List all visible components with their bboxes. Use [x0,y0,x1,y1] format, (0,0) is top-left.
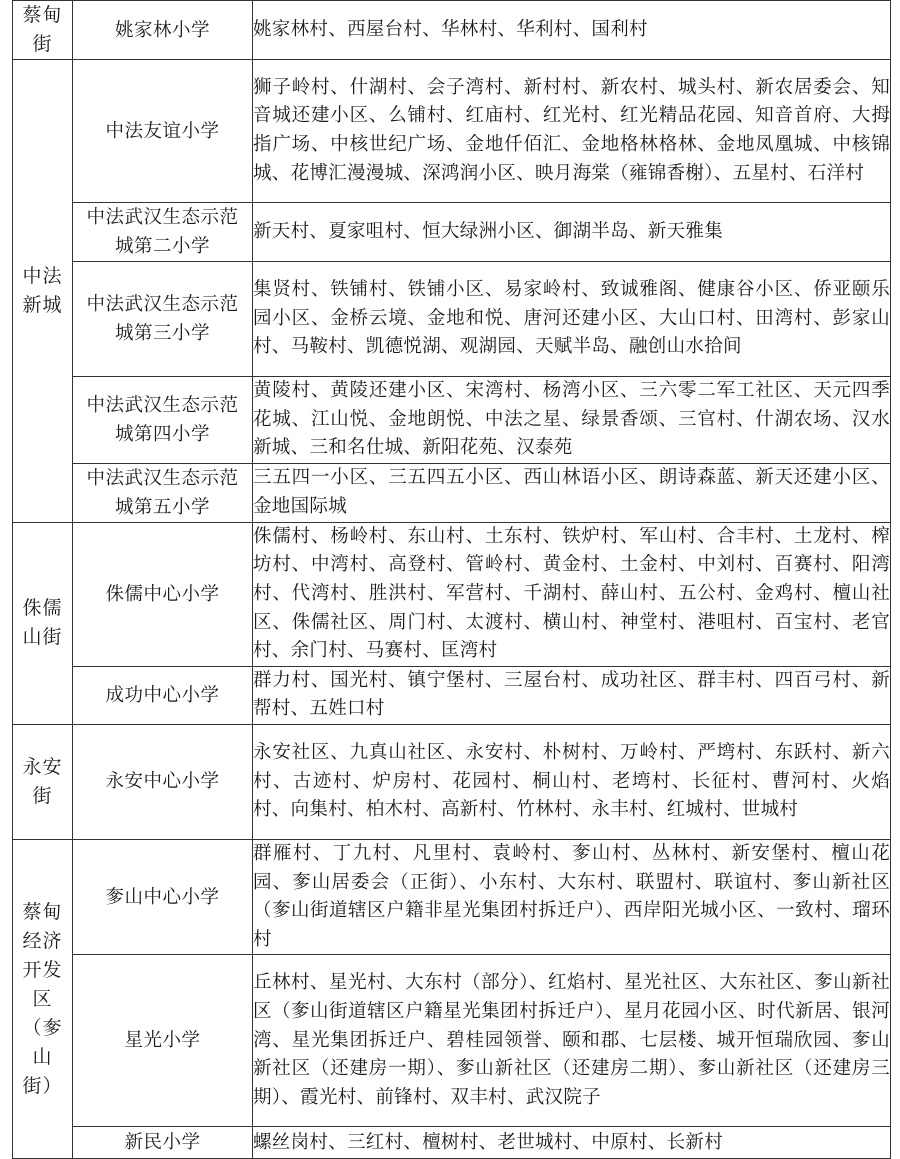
street-name: 永安街 [22,755,63,807]
table-row [13,1127,891,1159]
school-name: 成功中心小学 [105,684,220,706]
area-cell: 姚家林村、西屋台村、华林村、华利村、国利村 [253,1,891,60]
school-name: 新民小学 [124,1132,201,1154]
street-name: 中法新城 [22,264,63,316]
table-row [13,60,891,203]
school-name: 中法武汉生态示范城第三小学 [86,294,239,344]
school-cell [73,377,253,464]
street-name: 蔡甸街 [22,4,63,55]
table-row [13,203,891,262]
area-cell: 群力村、国光村、镇宁堡村、三屋台村、成功社区、群丰村、四百弓村、新帮村、五姓口村 [253,666,891,724]
table-row [13,463,891,522]
school-name: 永安中心小学 [105,771,220,793]
school-cell [73,1127,253,1159]
area-cell: 侏儒村、杨岭村、东山村、土东村、铁炉村、军山村、合丰村、土龙村、榨坊村、中湾村、高登村、管岭村、黄金村、土金村、中刘村、百赛村、阳湾村、代湾村、胜洪村、军营村、千湖村、薛山村、五公村、金鸡村、檀山社区、侏儒社区、周门村、太渡村、横山村、神堂村、港咀村、百宝村、老官村、余门村、马赛村、匡湾村 [253,522,891,666]
school-name: 星光小学 [124,1030,201,1052]
table-row [13,724,891,839]
area-cell: 黄陵村、黄陵还建小区、宋湾村、杨湾小区、三六零二军工社区、天元四季花城、江山悦、金地朗悦、中法之星、绿景香颂、三官村、什湖农场、汉水新城、三和名仕城、新阳花苑、汉泰苑 [253,377,891,464]
table-row [13,377,891,464]
school-cell [73,1,253,60]
school-cell [73,522,253,666]
area-cell: 集贤村、铁铺村、铁铺小区、易家岭村、致诚雅阁、健康谷小区、侨亚颐乐园小区、金桥云境、金地和悦、唐河还建小区、大山口村、田湾村、彭家山村、马鞍村、凯德悦湖、观湖园、天赋半岛、融创山水拾间 [253,262,891,377]
area-cell: 永安社区、九真山社区、永安村、朴树村、万岭村、严塆村、东跃村、新六村、古迹村、炉房村、花园村、桐山村、老塆村、长征村、曹河村、火焰村、向集村、柏木村、高新村、竹林村、永丰村、红城村、世城村 [253,724,891,839]
school-name: 中法武汉生态示范城第五小学 [86,467,239,518]
school-name: 中法武汉生态示范城第二小学 [86,207,239,257]
school-cell [73,724,253,839]
school-cell [73,839,253,954]
table-row [13,955,891,1127]
area-cell: 螺丝岗村、三红村、檀树村、老世城村、中原村、长新村 [253,1127,891,1159]
school-cell [73,60,253,203]
school-cell [73,955,253,1127]
school-district-table [12,0,891,1159]
school-cell [73,463,253,522]
street-cell [13,1,73,60]
table-row [13,1,891,60]
school-cell [73,262,253,377]
table-row [13,839,891,954]
table-row [13,666,891,724]
school-name: 姚家林小学 [114,19,210,41]
school-cell [73,666,253,724]
street-name: 蔡甸经济开发区（奓山街） [22,900,63,1097]
street-cell [13,839,73,1158]
school-cell [73,203,253,262]
street-cell [13,522,73,724]
area-cell: 狮子岭村、什湖村、会子湾村、新村村、新农村、城头村、新农居委会、知音城还建小区、么铺村、红庙村、红光村、红光精品花园、知音首府、大拇指广场、中核世纪广场、金地仟佰汇、金地格林格林、金地凤凰城、中核锦城、花博汇漫漫城、深鸿润小区、映月海棠（雍锦香榭）、五星村、石洋村 [253,60,891,203]
table-row [13,262,891,377]
table-row [13,522,891,666]
area-cell: 新天村、夏家咀村、恒大绿洲小区、御湖半岛、新天雅集 [253,203,891,262]
area-cell: 群雁村、丁九村、凡里村、袁岭村、奓山村、丛林村、新安堡村、檀山花园、奓山居委会（正街）、小东村、大东村、联盟村、联谊村、奓山新社区（奓山街道辖区户籍非星光集团村拆迁户）、西岸阳光城小区、一致村、瑠环村 [253,839,891,954]
school-name: 中法武汉生态示范城第四小学 [86,394,239,445]
street-name: 侏儒山街 [22,597,63,649]
school-name: 奓山中心小学 [105,886,220,908]
street-cell [13,724,73,839]
area-cell: 三五四一小区、三五四五小区、西山林语小区、朗诗森蓝、新天还建小区、金地国际城 [253,463,891,522]
school-name: 中法友谊小学 [105,120,220,142]
area-cell: 丘林村、星光村、大东村（部分）、红焰村、星光社区、大东社区、奓山新社区（奓山街道辖区户籍星光集团村拆迁户）、星月花园小区、时代新居、银河湾、星光集团拆迁户、碧桂园领誉、颐和郡、七层楼、城开恒瑞欣园、奓山新社区（还建房一期）、奓山新社区（还建房二期）、奓山新社区（还建房三期）、霞光村、前锋村、双丰村、武汉院子 [253,955,891,1127]
school-name: 侏儒中心小学 [105,583,220,605]
street-cell [13,60,73,523]
